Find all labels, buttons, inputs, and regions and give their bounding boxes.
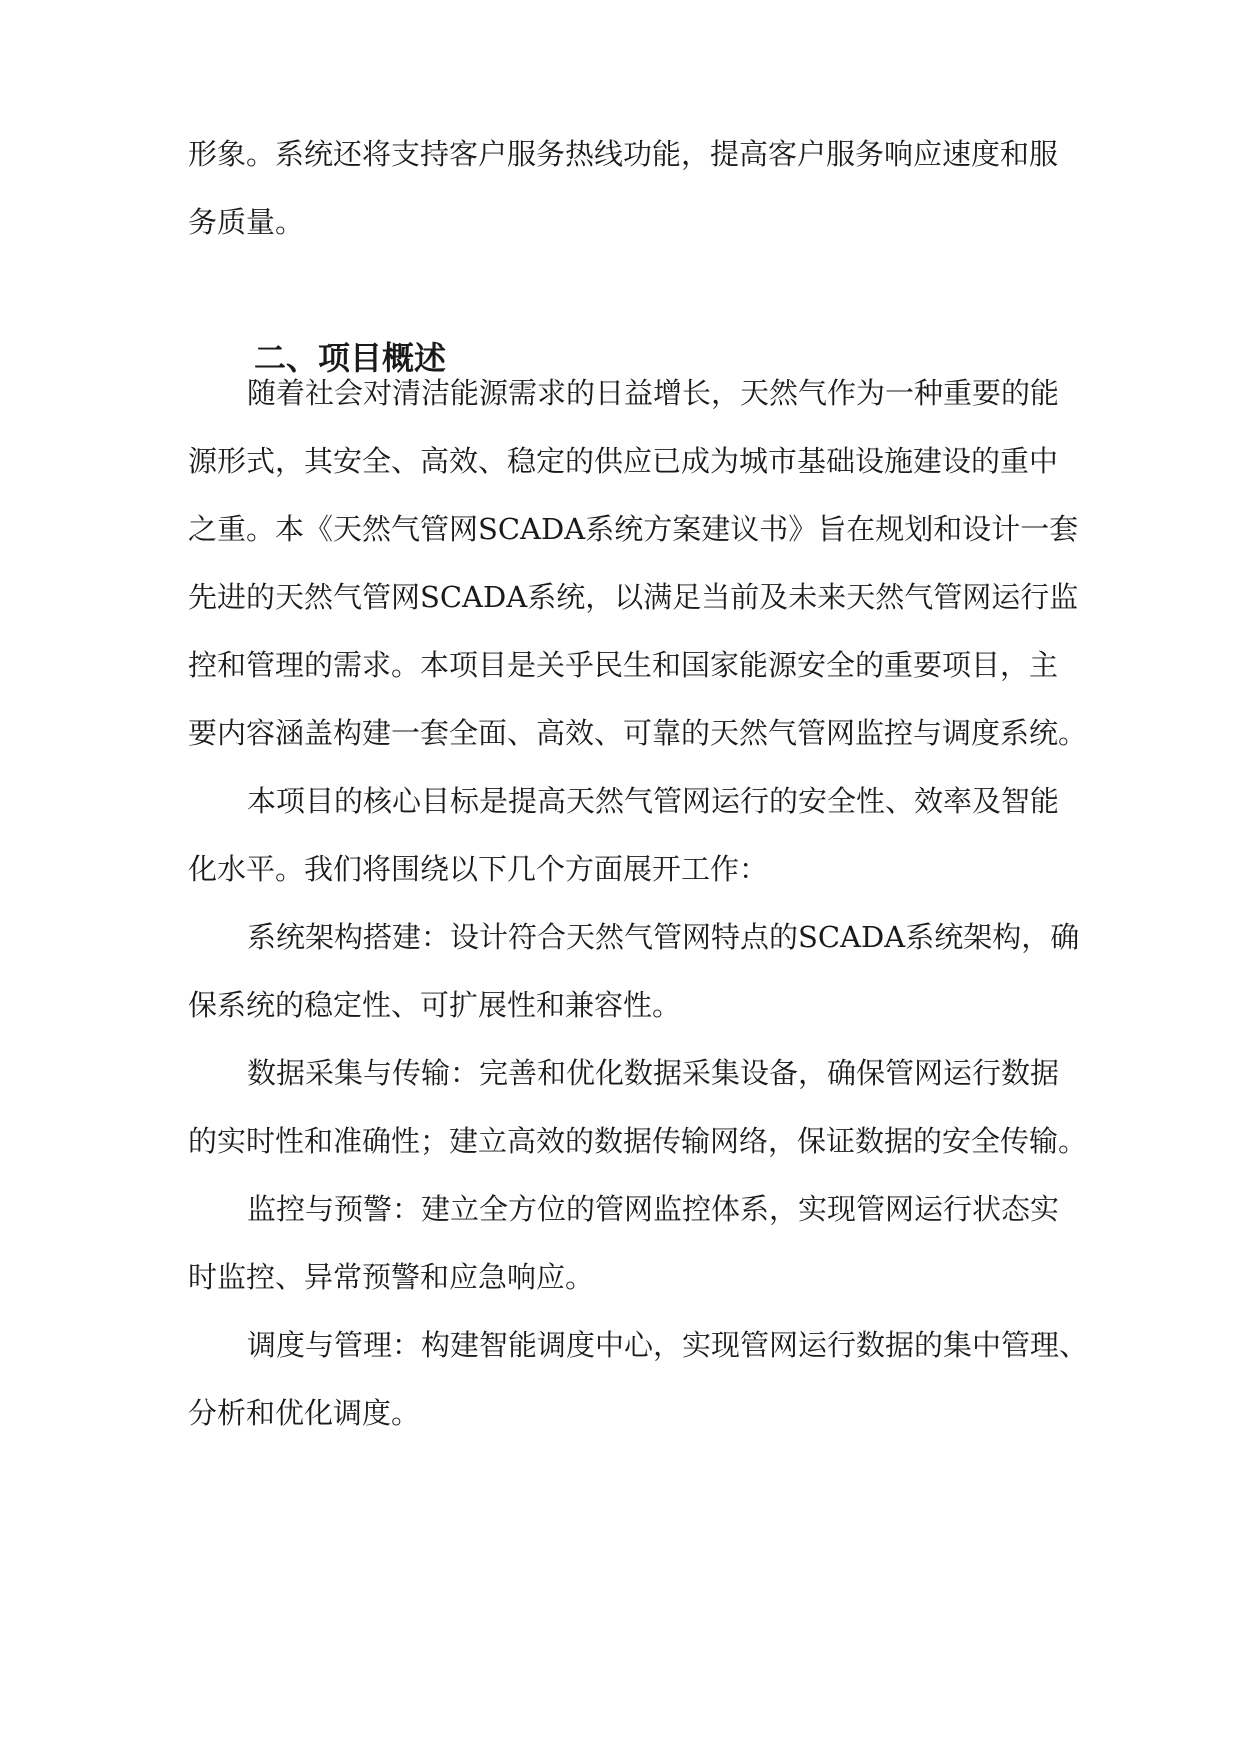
paragraph-3-line-2: 保系统的稳定性、可扩展性和兼容性。	[188, 988, 682, 1022]
paragraph-4-line-2: 的实时性和准确性；建立高效的数据传输网络，保证数据的安全传输。	[188, 1124, 1088, 1158]
paragraph-1-line-4: 先进的天然气管网SCADA系统，以满足当前及未来天然气管网运行监	[188, 580, 1079, 614]
paragraph-5-line-2: 时监控、异常预警和应急响应。	[188, 1260, 595, 1294]
paragraph-3-line-1: 系统架构搭建：设计符合天然气管网特点的SCADA系统架构，确	[247, 920, 1080, 954]
paragraph-6-line-2: 分析和优化调度。	[188, 1396, 421, 1430]
paragraph-1-line-5: 控和管理的需求。本项目是关乎民生和国家能源安全的重要项目，主	[188, 648, 1059, 682]
paragraph-2-line-2: 化水平。我们将围绕以下几个方面展开工作：	[188, 852, 769, 886]
intro-line-1: 形象。系统还将支持客户服务热线功能，提高客户服务响应速度和服	[188, 137, 1059, 171]
paragraph-5-line-1: 监控与预警：建立全方位的管网监控体系，实现管网运行状态实	[247, 1192, 1060, 1226]
section-heading: 二、项目概述	[254, 339, 447, 377]
paragraph-1-line-3: 之重。本《天然气管网SCADA系统方案建议书》旨在规划和设计一套	[188, 512, 1079, 546]
paragraph-6-line-1: 调度与管理：构建智能调度中心，实现管网运行数据的集中管理、	[247, 1328, 1089, 1362]
paragraph-4-line-1: 数据采集与传输：完善和优化数据采集设备，确保管网运行数据	[247, 1056, 1060, 1090]
paragraph-1-line-1: 随着社会对清洁能源需求的日益增长，天然气作为一种重要的能	[247, 376, 1060, 410]
paragraph-1-line-6: 要内容涵盖构建一套全面、高效、可靠的天然气管网监控与调度系统。	[188, 716, 1088, 750]
intro-line-2: 务质量。	[188, 205, 305, 239]
paragraph-1-line-2: 源形式，其安全、高效、稳定的供应已成为城市基础设施建设的重中	[188, 444, 1059, 478]
paragraph-2-line-1: 本项目的核心目标是提高天然气管网运行的安全性、效率及智能	[247, 784, 1060, 818]
